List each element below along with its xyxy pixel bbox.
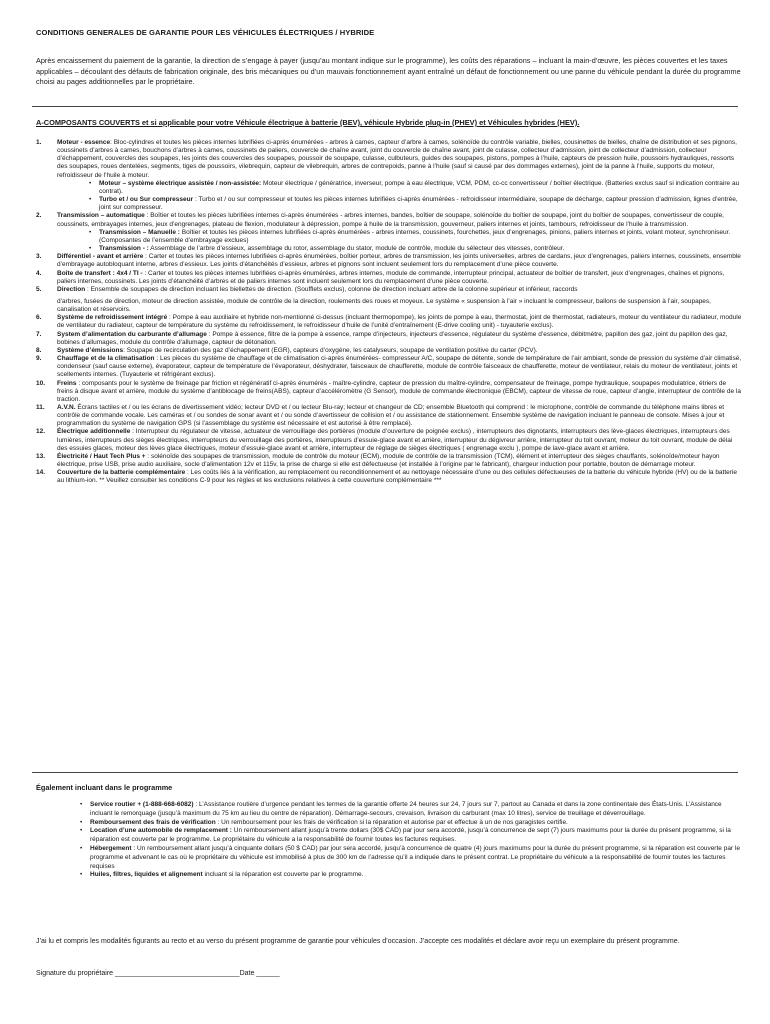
item-label: Transmission – Manuelle : (99, 228, 180, 236)
item-label: Électrique additionnelle (57, 428, 131, 436)
item-text: : Pompe à eau auxiliaire et hybride non-mentionné ci-dessus (incluant thermopompe), les joints de pompe à eau, thermostat, joint de thermostat, radiateurs, moteur du ventilateur du radiateur, module de ventilateur du radiateur, capteur de température du système du refroidissement, le refroidisseur d’huile de l’unité d’entraînement (E-drive cooling unit) - tuyauterie exclus). (57, 314, 742, 330)
coverage-item (36, 355, 742, 379)
bullet-icon: • (80, 871, 83, 879)
benefit-label: Hébergement (90, 844, 132, 852)
coverage-item (36, 212, 742, 228)
benefit-item (36, 801, 742, 819)
item-number: 3. (36, 253, 42, 261)
coverage-item (36, 270, 742, 286)
coverage-item (36, 428, 742, 452)
benefit-item (36, 819, 742, 828)
item-number: 2. (36, 212, 42, 220)
item-number: 8. (36, 346, 42, 354)
benefit-list (36, 801, 742, 880)
item-text: : Interrupteur du régulateur de vitesse, actuateur de verrouillage des portières (module d’ouverture de poignée exclus) , interrupteurs des dignotants, interrupteurs des lève-glaces électriques, interrupteurs des lumières, interrupteurs des sièges électriques, interrupteurs du verrouillage des portières, interrupteurs d’essuie-glace avant et arrière, interrupteur du dégivreur arrière, interrupteur du toit ouvrant, moteur du toit ouvrant, module de délai des essuies glaces, moteur des lèves glace électriques, moteur d’essuie-glace avant et arrière, interrupteur de réglage de sièges électriques ( engrenage exclu ), pompe de lave-glace avant et arrière. (57, 428, 733, 452)
item-text: Boîtier et toutes les pièces internes lubrifiées ci-après énumérées - arbres internes, coussinets, fourchettes, jeux d’engrenages, pinions, paliers internes et joints, volant moteur, synchroniseur. (Composantes de l’ensemble d’embrayage exclues) (99, 228, 731, 244)
benefit-label: Location d’une automobile de remplacement : (90, 827, 232, 835)
item-number: 4. (36, 269, 42, 277)
item-number: 6. (36, 314, 42, 322)
item-label: Moteur - essence (57, 139, 111, 146)
bullet-icon: • (89, 228, 92, 236)
item-label: Freins (57, 379, 77, 387)
item-label: Transmission – automatique (57, 212, 145, 220)
item-text: d’arbres, fusées de direction, moteur de direction assistée, module de contrôle de la direction, roulements des roues et moyeux. Le système « suspension à l’air » incluant le compresseur, ballons de suspension à l’air, soupapes, canalisation et réservoirs. (57, 297, 711, 314)
bullet-icon: • (80, 844, 83, 852)
section-divider (32, 772, 738, 773)
item-label: Boîte de transfert : 4x4 / TI - (57, 269, 143, 277)
bullet-icon: • (89, 179, 92, 187)
item-label: Système de refroidissement intégré (57, 314, 168, 322)
coverage-item (36, 314, 742, 330)
coverage-subitem (36, 196, 742, 212)
item-label: Transmission - : (99, 245, 149, 253)
item-text: : Soupape de recirculation des gaz d’échappement (EGR), capteurs d’oxygène, les catalyseurs, soupape de ventilation positive du carter (PCV). (123, 346, 538, 354)
coverage-item (36, 469, 742, 485)
coverage-list (36, 139, 742, 486)
section-a-title: A-COMPOSANTS COUVERTS et si applicable pour votre Véhicule électrique à batterie (BEV), véhicule Hybride plug-in (PHEV) et Véhicules hybrides (HEV). (36, 118, 580, 127)
item-number: 11. (36, 404, 45, 411)
item-text: : Les coûts liés à la vérification, au remplacement ou reconditionnement et au nettoyage nécessaire d’une ou des cellules défectueuses de la batterie du véhicule hybride (HV) ou de la batterie au lithium-ion. ** Veuillez consulter les conditions C-9 pour les règles et les exclusions relatives à cette couverture complémentaire *** (57, 469, 737, 485)
declaration-paragraph: J’ai lu et compris les modalités figurants au recto et au verso du présent programme de garantie pour véhicules d’occasion. J’accepte ces modalités et déclare avoir reçu un exemplaire du présent programme. (36, 938, 680, 945)
bullet-icon: • (80, 818, 83, 826)
item-label: Couverture de la batterie complémentaire (57, 469, 186, 477)
item-label: Système d’émissions (57, 346, 124, 354)
item-label: Moteur – système électrique assistée / non-assistée: (99, 179, 262, 187)
item-text: : Boîtier et toutes les pièces lubrifiées internes ci-après énumérées - arbres internes, bandes, boîtier de soupape, solénoïde du boîtier de soupape, joint du boîtier de soupapes, convertisseur de couple, coussinets, embrayages internes, jeux d’engrenages, plateau de flexion, modulateur à dépression, pompe à huile de la transmission, gouverneur, paliers internes et joints, tambours, refroidisseur de l’huile à transmission. (57, 212, 724, 228)
item-number: 10. (36, 379, 46, 387)
item-label: Direction (57, 285, 86, 293)
coverage-item (36, 139, 742, 180)
item-text: : Pompe à essence, filtre de la pompe à essence, rampe d’injecteurs, injecteurs d’essence, régulateur du système d’essence, débitmètre, papillon des gaz, joint du papillon des gaz, bobines d’allumages, module du contrôle d’allumage, capteur de détonation. (57, 330, 728, 346)
benefit-text: : L’Assistance routière d’urgence pendant les termes de la garantie offerte 24 heures sur 24, 7 jours sur 7, partout au Canada et dans la zone continentale des États-Unis. L’Assistance incluant le remorquage (jusqu’à maximum du 75 km au lieu du centre de réparation). Démarrage-secours, crevaison, livraison du carburant (max 10 litres), service de treuillage et déverrouillage. (90, 801, 722, 817)
benefit-item (36, 827, 742, 845)
item-text: : Les pièces du système de chauffage et de climatisation ci-après énumérées- compresseur A/C, soupape de détente, sonde de température de l’air ambiant, sonde de pression du système d’air climatisé, condenseur (sauf cause externe), évaporateur, capteur de température de l’évaporateur, déshydrater, faisceaux de chaufferette, module de contrôle faisceaux de chaufferette, moteur de ventilateur, relais du moteur de ventilateur, joints et scellements internes. (Tuyauterie et réfrigérant exclus). (57, 355, 742, 379)
item-number: 12. (36, 428, 46, 436)
item-text: Assemblage de l’arbre d’essieux, assemblage du rotor, assemblage du stator, module de contrôle, module du sélecteur des vitesses, contrôleur. (148, 245, 565, 253)
item-text: : Carter et toutes les pièces internes lubrifiées ci-après énumérées, boîtier porteur, arbres de transmission, les joints universelles, arbres de cardans, jeux d’engrenages, paliers internes, coussinets, ensemble d’embrayage autobloquant interne, arbres d’essieux. Les joints d’étanchéités d’essieux, arbres et pignons sont incluent seulement lors du remplacement d’une pièce couverte. (57, 253, 741, 269)
benefit-item (36, 871, 742, 880)
signature-line: Signature du propriétaire ________________________________Date ______ (36, 970, 280, 977)
coverage-item (36, 331, 742, 347)
item-label: System d’alimentation du carburante d’allumage (57, 330, 207, 338)
bullet-icon: • (80, 801, 83, 808)
benefit-label: Remboursement des frais de vérification (90, 818, 216, 826)
coverage-item (36, 286, 742, 294)
item-number: 5. (36, 285, 42, 293)
item-label: Turbo et / ou Sur compresseur (99, 196, 194, 204)
item-label: Chauffage et de la climatisation (57, 355, 155, 363)
section-b-title: Également incluant dans le programme (36, 783, 173, 792)
benefit-label: Huiles, filtres, liquides et alignement (90, 871, 203, 879)
item-text: : solénoïde des soupapes de transmission, module de contrôle du moteur (ECM), module de contrôle de la transmission (TCM), élément et interrupteur des sièges chauffants, solénoïde/moteur hayon électrique, prise USB, prise audio auxiliaire, socle d’alimentation 12v et 115v, la prise de charge si elle est défectueuse (et installée à l’origine par le fabricant), chargeur induction pour portable, bouton de démarrage moteur. (57, 452, 720, 469)
item-label: A.V.N. (57, 404, 76, 411)
coverage-item (36, 404, 742, 428)
item-text: : Carter et toutes les pièces internes lubrifiées ci-après énumérées, arbres internes, module de commande, interrupteur principal, actuateur de boîtier de transfert, jeux d’engrenages, chaînes et pignons, paliers internes, coussinets. Les joints d’étanchéité d’arbres et de paliers internes sont incluent seulement lors du remplacement d’une pièce couverte. (57, 269, 725, 285)
intro-paragraph: Après encaissement du paiement de la garantie, la direction de s’engage à payer (jusqu’au montant indique sur le programme), les coûts des réparations – incluant la main-d’œuvre, les pièces couvertes et les taxes applicables – découlant des défauts de fabrication originale, des bris mécaniques ou d’un mauvais fonctionnement ayant entraîné un défaut de fonctionnement ou une panne du véhicule pendant la durée du programme choisi au pages additionnelles par le propriétaire. (36, 56, 741, 87)
item-text: : Turbo et / ou sur compresseur et toutes les pièces internes lubrifiées ci-après énumérées - refroidisseur intermédiaire, soupape de décharge, capteur pression d’admission, lignes d’entrée, joint sur compresseur. (99, 196, 738, 212)
benefit-text: : Un remboursement pour les frais de vérification si la réparation et autorise par et effectue à un de nos garagistes certifie. (215, 818, 568, 826)
section-divider (32, 106, 738, 107)
coverage-item (36, 380, 742, 404)
item-label: Électricité / Haut Tech Plus + (57, 452, 146, 460)
coverage-item (36, 453, 742, 469)
bullet-icon: • (89, 196, 92, 204)
coverage-subitem (36, 229, 742, 245)
item-text: Moteur électrique / génératrice, inverseur, pompe à eau électrique, VCM, PDM, cc-cc convertisseur / boîtier électrique. (Batteries exclus sauf si indication contraire au contrat). (99, 179, 740, 195)
coverage-subitem (36, 180, 742, 196)
item-number: 7. (36, 330, 42, 338)
document-title: CONDITIONS GENERALES DE GARANTIE POUR LES VÉHICULES ÉLECTRIQUES / HYBRIDE (36, 28, 375, 37)
benefit-text: : Un remboursement allant jusqu’à cinquante dollars (50 $ CAD) par jour sera accordé, jusqu’à concurrence de quatre (4) jours maximums pour la durée du présent programme, si la réparation est couverte par le programme et advenant le cas où le propriétaire du véhicule est immobilisé à plus de 300 km de l’adresse qu’il a indiquée dans le présent contrat. Le propriétaire du véhicule a la responsabilité de fournir toutes les factures requises (90, 844, 740, 870)
coverage-item-continuation (36, 298, 742, 314)
bullet-icon: • (80, 827, 83, 835)
item-text: : Bloc-cylindres et toutes les pièces internes lubrifiées ci-après énumérées - arbres à cames, capteur d’arbre à cames, solénoïde du contrôle variable, bielles, cousinettes de bielles, chaîne de distribution et ses pignons, coussinets d’arbres à cames, bouchons d’arbres à cames, coussinets de paliers, couvercle de chaîne avant, joint du couvercle de chaîne avant, joint de culasse, collecteur d’admission, joint de collecteur d’admission, collecteur d’échappement, couvercles des soupapes, les joints des couvercles des soupapes, poussoir de soupape, culasse, culbuteurs, guides des soupapes, pistons, pompes à l’huile, capteurs de pression huile, poussoirs hydrauliques, ressorts des soupapes, roues dentelées, segments, tiges de poussoirs, vilebrequin, capteur de vilebrequin, arbres de contrepoids, panne à l’huile (sauf si causé par des dommages externes), joint de la panne à l’huile, supports du moteur, refroidisseur de l’huile à moteur. (57, 139, 737, 179)
coverage-item (36, 253, 742, 269)
bullet-icon: • (89, 245, 92, 253)
coverage-item (36, 347, 742, 355)
item-number: 14. (36, 469, 46, 477)
coverage-subitem (36, 245, 742, 253)
benefit-text: incluant si la réparation est couverte par le programme. (202, 871, 364, 879)
benefit-item (36, 845, 742, 871)
item-number: 13. (36, 452, 46, 460)
item-number: 9. (36, 355, 42, 363)
item-label: Différentiel - avant et arrière (57, 253, 144, 261)
benefit-text: Un remboursement allant jusqu’à trente dollars (30$ CAD) par jour sera accordé, jusqu’à concurrence de sept (7) jours maximums pour la durée du présent programme, si la réparation est couverte par le programme. Le propriétaire du véhicule a la responsabilité de fournir toutes les factures requises. (90, 827, 731, 844)
item-text: : composants pour le système de freinage par friction et régénératif ci-après énumérés - maître-cylindre, capteur de pression du maître-cylindre, compensateur de freinage, pompe hydraulique, soupapes modulatrice, étriers de freins à disque avant et arrière, module du système d’antiblocage de freins(ABS), capteur d’accéléromètre (G Sensor), module de commande électronique (EBCM), capteur de vitesse de roue, capteur d’angle, interrupteur de contrôle de la traction. (57, 379, 741, 403)
item-text: Écrans tactiles et / ou les écrans de divertissement vidéo; lecteur DVD et / ou lecteur Blu-ray; lecteur et changeur de CD; ensemble Bluetooth qui comprend : le microphone, contrôle de commande du téléphone mains libres et contrôle de commande vocale. Les caméras et / ou sondes de sonar avant et / ou sonde d’avertisseur de collision et / ou assistance de stationnement. Ensemble système de navigation incluant le panneau de console. Mises à jour et programmation du système de navigation GPS (si l’assemblage du système est nécessaire et est autorisé à être remplacé). (57, 404, 725, 428)
item-text: : Ensemble de soupapes de direction incluant les biellettes de direction. (Soufflets exclus), colonne de direction incluant arbre de la colonne supérieur et inférieur, raccords (85, 285, 578, 293)
benefit-label: Service routier + (1-888-668-6082) (90, 801, 194, 808)
item-number: 1. (36, 139, 42, 146)
